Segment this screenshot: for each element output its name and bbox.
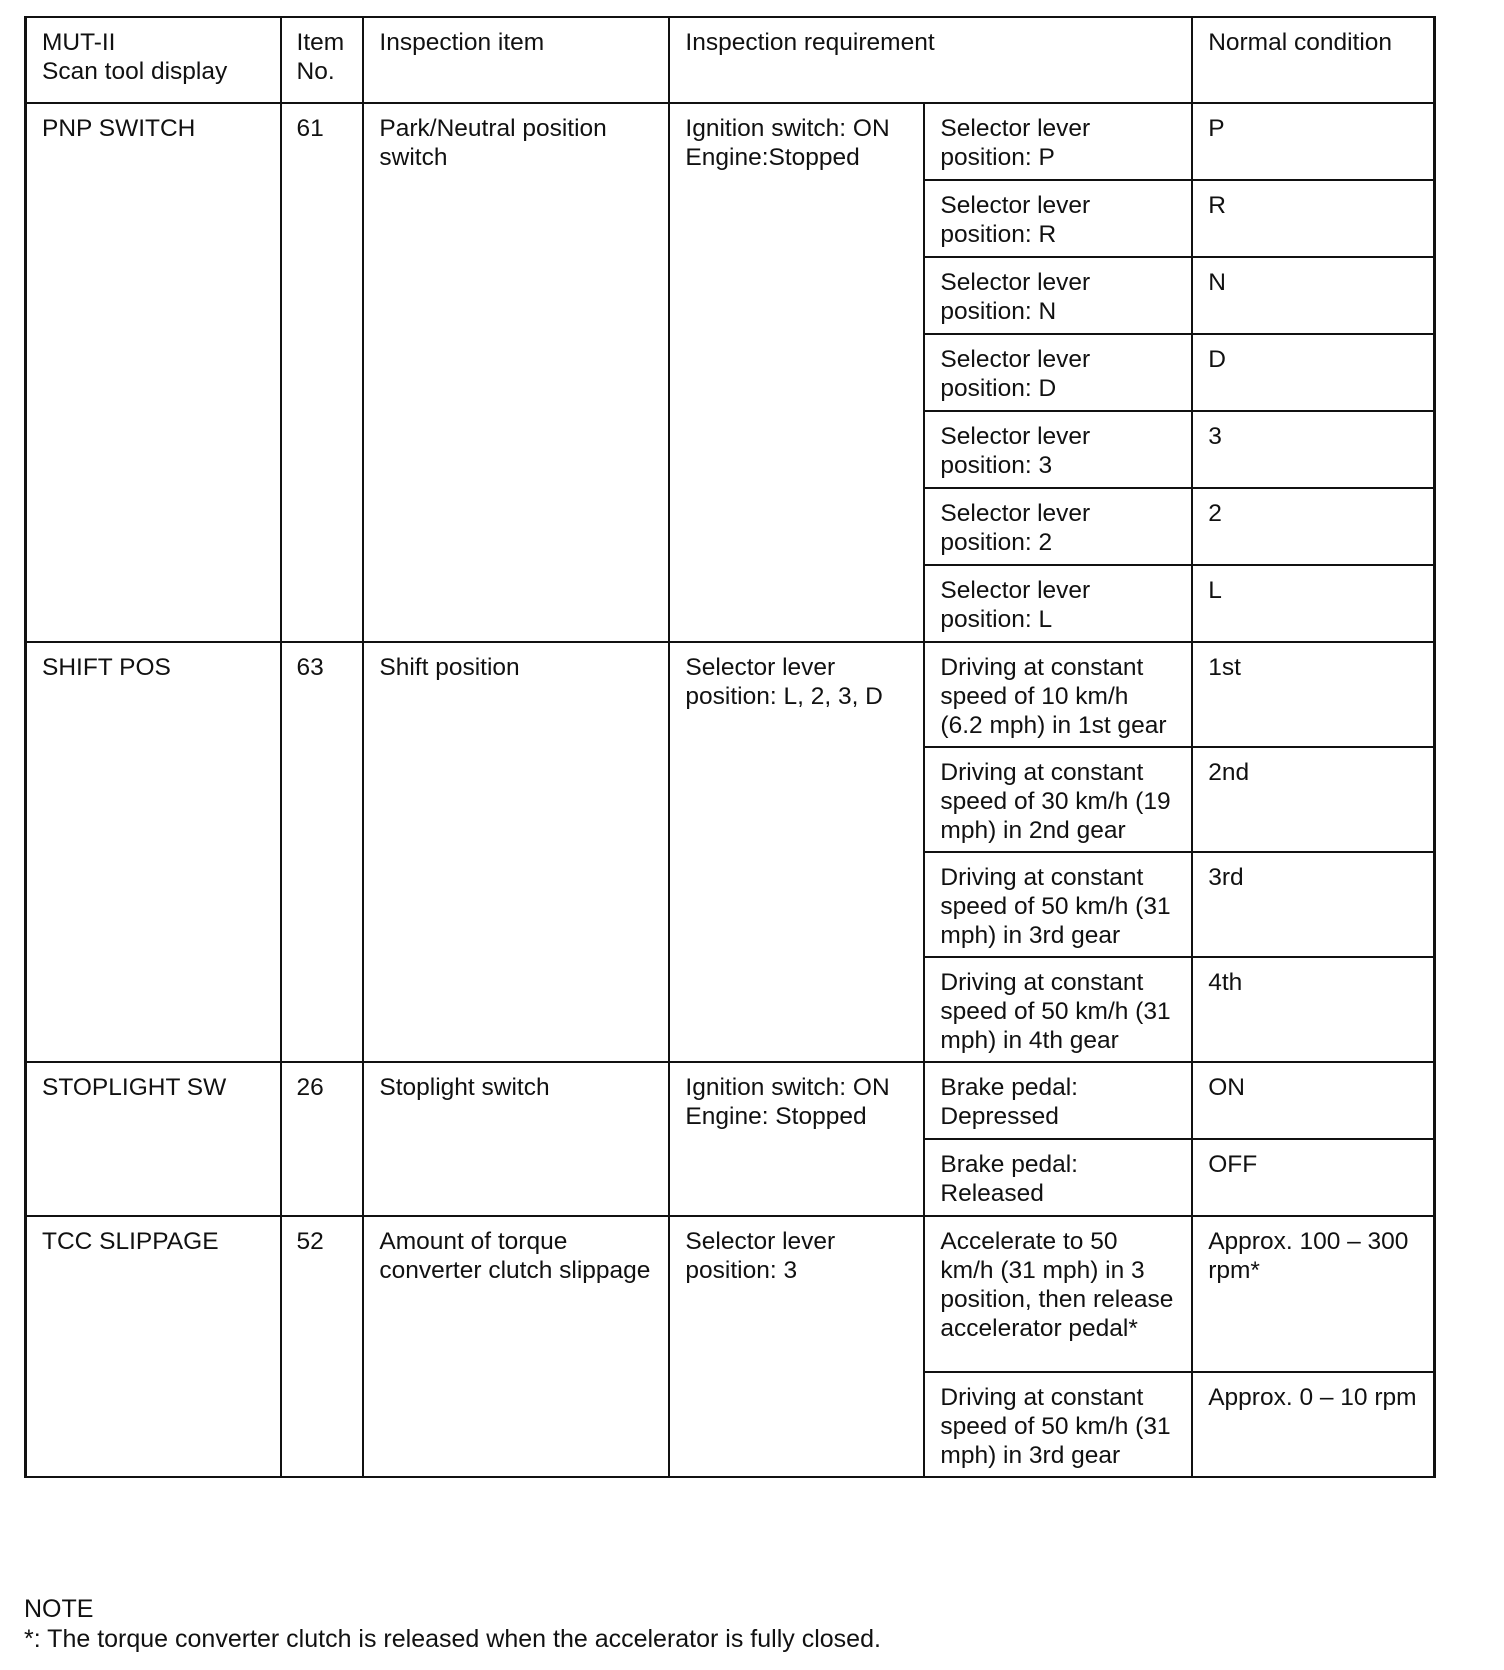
normal-cell: 2nd xyxy=(1192,747,1434,852)
requirement-cell xyxy=(669,1062,924,1216)
inspection-item-cell: Amount of torque converter clutch slippage xyxy=(363,1216,669,1477)
table-row xyxy=(26,103,1435,180)
header-row xyxy=(26,17,1435,103)
normal-cell: 4th xyxy=(1192,957,1434,1062)
condition-cell: Driving at constant speed of 30 km/h (19 mph) in 2nd gear xyxy=(924,747,1192,852)
requirement-line: Ignition switch: ON xyxy=(685,115,890,142)
normal-cell: 2 xyxy=(1192,488,1434,565)
requirement-cell xyxy=(669,1216,924,1477)
condition-cell: Selector lever position: 3 xyxy=(924,411,1192,488)
group-shift-pos xyxy=(26,642,1435,1062)
display-cell: SHIFT POS xyxy=(26,642,281,1062)
condition-cell: Selector lever position: 2 xyxy=(924,488,1192,565)
item-no-cell: 61 xyxy=(281,103,364,642)
table-row xyxy=(26,1216,1435,1372)
requirement-line: Engine:Stopped xyxy=(685,144,860,171)
condition-cell: Selector lever position: N xyxy=(924,257,1192,334)
table-row xyxy=(26,642,1435,747)
note-title: NOTE xyxy=(24,1595,94,1623)
condition-cell: Brake pedal: Released xyxy=(924,1139,1192,1216)
requirement-line: Selector lever position: L, 2, 3, D xyxy=(685,654,883,710)
table-row xyxy=(26,1062,1435,1139)
normal-cell: 3rd xyxy=(1192,852,1434,957)
requirement-line: Selector lever position: 3 xyxy=(685,1228,836,1284)
group-tcc-slippage xyxy=(26,1216,1435,1477)
inspection-table xyxy=(24,16,1436,1478)
inspection-item-cell: Shift position xyxy=(363,642,669,1062)
condition-cell: Driving at constant speed of 10 km/h (6.2 mph) in 1st gear xyxy=(924,642,1192,747)
group-pnp-switch xyxy=(26,103,1435,642)
condition-cell: Driving at constant speed of 50 km/h (31 mph) in 4th gear xyxy=(924,957,1192,1062)
normal-cell: Approx. 100 – 300 rpm* xyxy=(1192,1216,1434,1372)
header-item-no-line2: No. xyxy=(296,58,335,85)
header-normal-condition: Normal condition xyxy=(1192,17,1434,103)
group-stoplight-sw xyxy=(26,1062,1435,1216)
header-display xyxy=(26,17,281,103)
note-block xyxy=(24,1594,1424,1654)
display-cell: TCC SLIPPAGE xyxy=(26,1216,281,1477)
condition-cell: Driving at constant speed of 50 km/h (31 mph) in 3rd gear xyxy=(924,1372,1192,1477)
condition-cell: Selector lever position: R xyxy=(924,180,1192,257)
requirement-cell xyxy=(669,642,924,1062)
header-inspection-item: Inspection item xyxy=(363,17,669,103)
condition-cell: Driving at constant speed of 50 km/h (31 mph) in 3rd gear xyxy=(924,852,1192,957)
normal-cell: P xyxy=(1192,103,1434,180)
requirement-line: Engine: Stopped xyxy=(685,1103,867,1130)
header-inspection-requirement: Inspection requirement xyxy=(669,17,1192,103)
requirement-cell xyxy=(669,103,924,642)
item-no-cell: 63 xyxy=(281,642,364,1062)
normal-cell: Approx. 0 – 10 rpm xyxy=(1192,1372,1434,1477)
condition-cell: Accelerate to 50 km/h (31 mph) in 3 position, then release accelerator pedal* xyxy=(924,1216,1192,1372)
display-cell: PNP SWITCH xyxy=(26,103,281,642)
inspection-item-cell: Park/Neutral position switch xyxy=(363,103,669,642)
normal-cell: OFF xyxy=(1192,1139,1434,1216)
normal-cell: R xyxy=(1192,180,1434,257)
normal-cell: ON xyxy=(1192,1062,1434,1139)
condition-cell: Selector lever position: D xyxy=(924,334,1192,411)
normal-cell: N xyxy=(1192,257,1434,334)
normal-cell: 3 xyxy=(1192,411,1434,488)
requirement-line: Ignition switch: ON xyxy=(685,1074,890,1101)
condition-cell: Selector lever position: L xyxy=(924,565,1192,642)
condition-cell: Selector lever position: P xyxy=(924,103,1192,180)
item-no-cell: 26 xyxy=(281,1062,364,1216)
item-no-cell: 52 xyxy=(281,1216,364,1477)
display-cell: STOPLIGHT SW xyxy=(26,1062,281,1216)
condition-cell: Brake pedal: Depressed xyxy=(924,1062,1192,1139)
header-item-no xyxy=(281,17,364,103)
header-display-line1: MUT-II xyxy=(42,29,116,56)
note-text: *: The torque converter clutch is released when the accelerator is fully closed. xyxy=(24,1625,881,1653)
inspection-item-cell: Stoplight switch xyxy=(363,1062,669,1216)
normal-cell: L xyxy=(1192,565,1434,642)
normal-cell: 1st xyxy=(1192,642,1434,747)
header-item-no-line1: Item xyxy=(296,29,345,56)
normal-cell: D xyxy=(1192,334,1434,411)
header-display-line2: Scan tool display xyxy=(42,58,228,85)
